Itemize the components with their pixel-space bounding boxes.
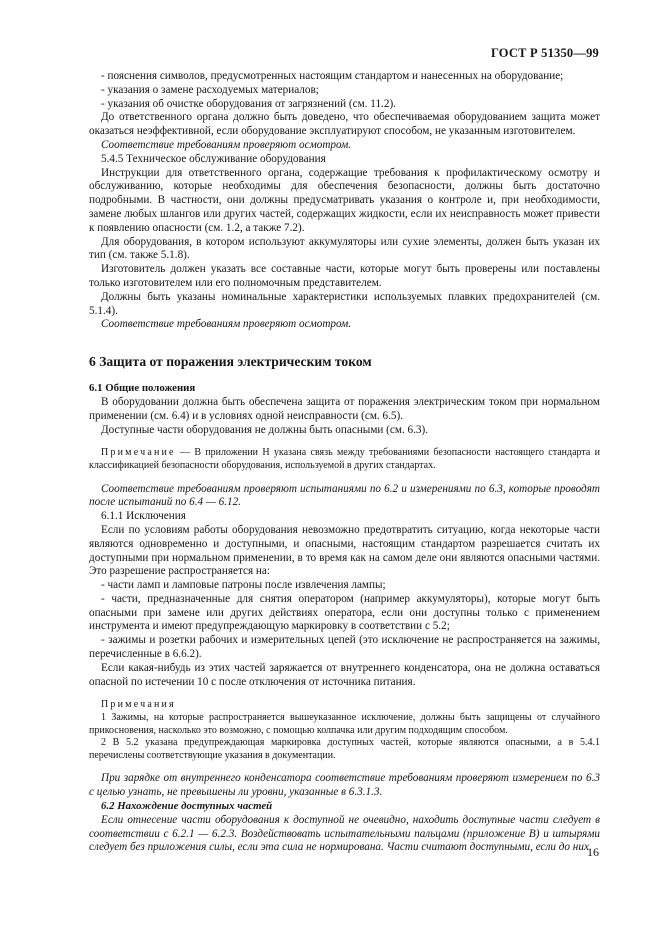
paragraph: Инструкции для ответственного органа, содержащие требования к профилактическому осмотру и обслуживанию, которые необходимы для обеспечения безопасности, должны быть достаточно подробными. В частности, они должны предусматривать указания о контроле и, при необходимости, замене любых шлангов или других частей, содержащих жидкости, если их неисправность может привести к появлению опасности (см. 1.2, а также 7.2). — [89, 166, 600, 234]
paragraph: Доступные части оборудования не должны быть опасными (см. 6.3). — [101, 423, 429, 436]
note: 1 Зажимы, на которые распространяется вышеуказанное исключение, должны быть защищены от случайного прикосновения, насколько это возможно, с помощью колпачка или другим подходящим способом. — [89, 712, 600, 736]
paragraph: Если отнесение части оборудования к доступной не очевидно, находить доступные части следует в соответствии с 6.2.1 — 6.2.3. Воздействовать испытательными пальцами (приложение В) и штырями следует без приложения силы, если эта сила не нормирована. Части считают доступными, если до них — [89, 813, 600, 854]
subsection-heading: 6.1.1 Исключения — [101, 510, 186, 523]
note-text: — В приложении Н указана связь между требованиями безопасности настоящего стандарта и классификацией безопасности оборудования, используемой в других стандартах. — [89, 447, 600, 471]
page-content — [89, 70, 600, 855]
paragraph: Если по условиям работы оборудования невозможно предотвратить ситуацию, когда некоторые части являются одновременно и доступными, и опасными, настоящим стандартом разрешается считать их доступными при нормальном применении, в то время как на самом деле они являются опасными частями. Это разрешение распространяется на: — [89, 523, 600, 578]
note-label: Примечание — [101, 447, 176, 459]
list-item: - части, предназначенные для снятия оператором (например аккумуляторы), которые могут быть опасными при замене или других действиях оператора, если они доступны только с применением инструмента и имеют предупреждающую маркировку в соответствии с 5.2; — [89, 592, 600, 633]
paragraph: - указания о замене расходуемых материалов; — [101, 83, 319, 96]
paragraph: - указания об очистке оборудования от загрязнений (см. 11.2). — [101, 97, 396, 110]
subsection-heading: 6.1 Общие положения — [89, 382, 196, 395]
list-item: - части ламп и ламповые патроны после извлечения лампы; — [101, 579, 386, 592]
section-heading: 6 Защита от поражения электрическим током — [89, 354, 372, 370]
paragraph: В оборудовании должна быть обеспечена защита от поражения электрическим током при нормальном применении (см. 6.4) и в условиях одной неисправности (см. 6.5). — [89, 395, 600, 422]
page-number: 16 — [587, 845, 599, 859]
paragraph: Если какая-нибудь из этих частей заряжается от внутреннего конденсатора, она не должна оставаться опасной по истечении 10 с после отключения от источника питания. — [89, 661, 600, 688]
compliance-note: Соответствие требованиям проверяют осмотром. — [101, 138, 352, 151]
page-header: ГОСТ Р 51350—99 — [490, 46, 599, 60]
compliance-note: Соответствие требованиям проверяют осмотром. — [101, 318, 352, 331]
paragraph: - пояснения символов, предусмотренных настоящим стандартом и нанесенных на оборудование; — [101, 70, 564, 82]
paragraph: Должны быть указаны номинальные характеристики используемых плавких предохранителей (см. 5.1.4). — [89, 290, 600, 317]
subsection-heading: 5.4.5 Техническое обслуживание оборудования — [101, 152, 326, 165]
notes-label: Примечания — [101, 699, 176, 711]
subsection-heading: 6.2 Нахождение доступных частей — [101, 800, 273, 813]
paragraph: Изготовитель должен указать все составные части, которые могут быть проверены или поставлены только изготовителем или его полномочным представителем. — [89, 263, 600, 289]
paragraph: До ответственного органа должно быть доведено, что обеспечиваемая оборудованием защита может оказаться неэффективной, если оборудование эксплуатируют способом, не указанным изготовителем. — [89, 111, 600, 138]
list-item: - зажимы и розетки рабочих и измерительных цепей (это исключение не распространяется на зажимы, перечисленные в 6.6.2). — [89, 634, 600, 661]
compliance-note: При зарядке от внутреннего конденсатора соответствие требованиям проверяют измерением по 6.3 с целью узнать, не превышены ли уровни, указанные в 6.3.1.3. — [89, 772, 600, 799]
note: 2 В 5.2 указана предупреждающая маркировка доступных частей, которые являются опасными, а в 5.4.1 перечислены соответствующие указания в документации. — [89, 737, 600, 761]
compliance-note: Соответствие требованиям проверяют испытаниями по 6.2 и измерениями по 6.3, которые проводят после испытаний по 6.4 — 6.12. — [89, 482, 600, 509]
paragraph: Для оборудования, в котором используют аккумуляторы или сухие элементы, должен быть указан их тип (см. также 5.1.8). — [89, 235, 600, 262]
note — [89, 447, 600, 472]
